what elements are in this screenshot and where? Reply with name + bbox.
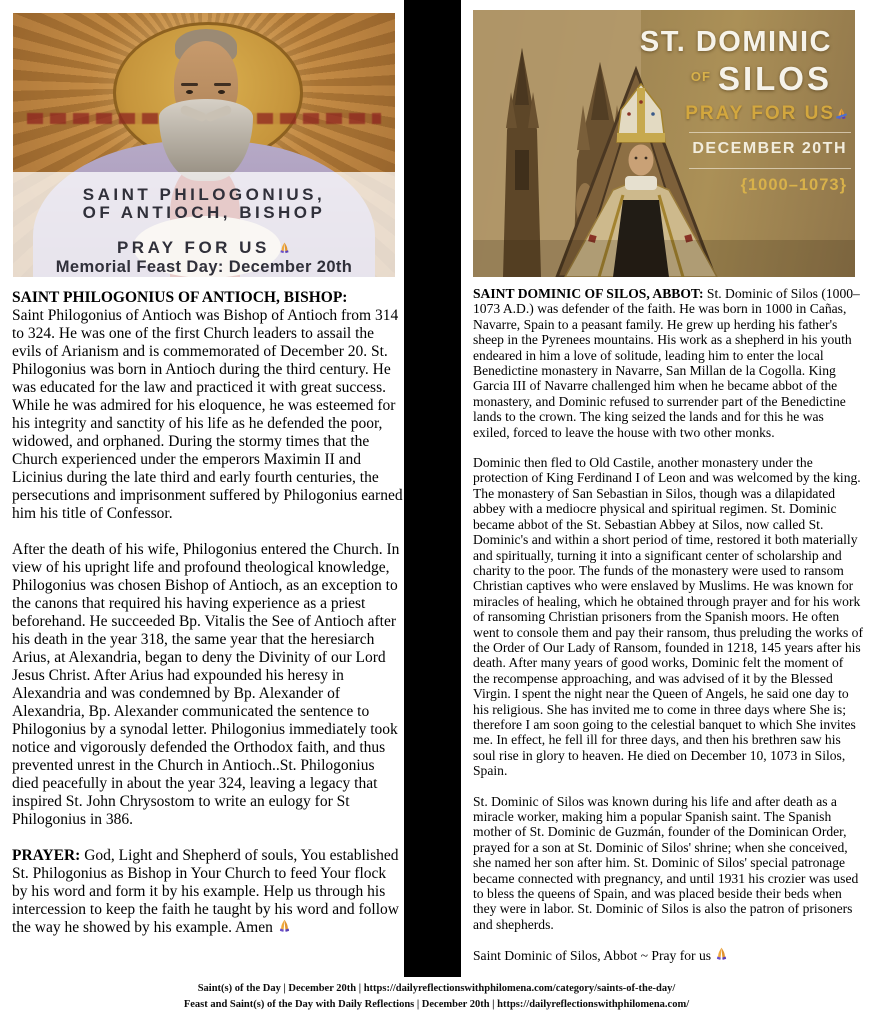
pray-for-us-text: PRAY FOR US [116,238,270,257]
dominic-subtitle [691,60,832,98]
philogonius-paragraph-1 [12,289,404,523]
brow-shape [214,83,231,86]
dominic-paragraph-1 [473,286,863,440]
philogonius-heading: SAINT PHILOGONIUS OF ANTIOCH, BISHOP: [12,289,348,306]
footer-line-2: Feast and Saint(s) of the Day with Daily Reflections | December 20th | https://dailyreflectionswithphilomena.com/ [183,999,690,1010]
dominic-title: ST. DOMINIC [639,26,832,58]
brow-shape [181,83,198,86]
dominic-paragraph-2: Dominic then fled to Old Castile, another monastery under the protection of King Ferdinand I of Leon and was welcomed by the king. The monastery of San Sebastian in Silos, though was a dilapidated abbey with a mediocre physical and spiritual regimen. St. Dominic became abbot of the St. Sebastian Abbey at Silos, now called St. Dominic's and within a short period of time, restored it both materially and spiritually, turning it into a significant center of scholarship and charity to the poor. The funds of the monastery were used to ransom Christian captives who were enslaved by Muslims. He was known for miracles of healing, which he obtained through prayer and for his work of ransoming Christian prisoners from the Spanish moors. He often went to console them and pay their ransom, thus preluding the works of the Order of Our Lady of Ransom, founded in 1218, 145 years after his death. After many years of good works, Dominic felt the moment of the recompense approaching, and was advised of it by the Blessed Virgin. I spent the night near the Queen of Angels, he said one day to his religious. She has invited me to come in three days where She is; therefore I am soon going to the celestial banquet to which She invites me. In effect, he fell ill for three days, and then his brethren saw his soul rise in glory to heaven. He died on December 10, 1073 in Silos, Spain. [473,455,863,779]
philogonius-article [12,289,404,955]
philogonius-prayer [12,847,404,937]
eye-shape [186,90,193,94]
dominic-paragraph-3: St. Dominic of Silos was known during his life and after death as a miracle worker, making him a popular Spanish saint. The Spanish mother of St. Dominic de Guzmán, founder of the Dominican Order, prayed for a son at St. Dominic of Silos' shrine; when she conceived, she named her son after him. St. Dominic of Silos' special patronage became connected with pregnancy, and until 1931 his crozier was used to bless the queens of Spain, and was placed beside their beds when they were in labor. St. Dominic of Silos is also the patron of prisoners and shepherds. [473,793,859,932]
praying-hands-icon [714,947,729,962]
dominic-pray-line [685,103,847,125]
card-feast-line: Memorial Feast Day: December 20th [55,258,353,276]
silos-text: SILOS [717,60,832,97]
eye-shape [218,90,225,94]
dominic-body-1: St. Dominic of Silos (1000–1073 A.D.) was defender of the faith. He was born in 1000 in Cañas, Navarre, Spain to a peasant family. He grew up herding his father's sheep in the Pyrenees mountains. His work as a shepherd in his youth endeared in him a love of solitude, leading him to enter the local Benedictine monastery in Navarre, San Millan de la Cogolla. King Garcia III of Navarre challenged him when he became abbot of the monastery, and Dominic refused to surrender part of the Benedictine lands to the crown. The king seized the lands and for this he was exiled, forced to leave the house with two other monks. [473,286,860,440]
dominic-holy-card-image [473,10,855,277]
pray-for-us-text: PRAY FOR US [685,103,835,124]
divider-line [689,132,851,133]
footer-line-1: Saint(s) of the Day | December 20th | https://dailyreflectionswithphilomena.com/category/saints-of-the-day/ [197,983,676,994]
dominic-article [473,286,863,979]
card-pray-line [13,239,395,257]
dominic-closing-line [473,947,863,963]
dominic-feast-date: DECEMBER 20TH [692,140,847,157]
philogonius-paragraph-2: After the death of his wife, Philogonius entered the Church. In view of his upright life and profound theological knowledge, Philogonius was chosen Bishop of Antioch, as an exception to the canons that required his having experience as a priest beforehand. He succeeded Bp. Vitalis the See of Antioch after his death in the year 318, the same year that the heresiarch Arius, at Alexandria, began to deny the Divinity of our Lord Jesus Christ. After Arius had expounded his heresy in Alexandria and was condemned by Bp. Alexander of Alexandria, Bp. Alexander communicated the sentence to Philogonius by a synodal letter. Philogonius immediately took notice and vigorously defended the Orthodox faith, and thus prevented unrest in the Church in Antioch..St. Philogonius died peacefully in about the year 324, leaving a legacy that inspired St. John Chrysostom to write an eulogy for St Philogonius in 386. [12,541,400,828]
dominic-heading: SAINT DOMINIC OF SILOS, ABBOT: [473,286,704,301]
dominic-closing-text: Saint Dominic of Silos, Abbot ~ Pray for us [473,948,712,964]
dominic-years: {1000–1073} [740,176,847,194]
bottom-vignette [473,240,855,277]
caption-overlay [13,172,395,277]
divider-line [689,168,851,169]
praying-hands-icon [277,919,292,934]
card-title-line2: OF ANTIOCH, BISHOP [82,203,326,222]
philogonius-holy-card-image [13,13,395,277]
prayer-text: God, Light and Shepherd of souls, You established St. Philogonius as Bishop in Your Church to feed Your flock by his word and form it by his example. Help us through his intercession to keep the faith he taught by his word and follow the way he showed by his example. Amen [12,847,399,936]
philogonius-body-1: Saint Philogonius of Antioch was Bishop of Antioch from 314 to 324. He was one of the first Church leaders to assail the evils of Arianism and is commemorated of December 20. St. Philogonius was born in Antioch during the third century. He was educated for the law and practiced it with great success. While he was admired for his eloquence, he was esteemed for his integrity and sanctity of his life as he defended the poor, widowed, and orphaned. During the stormy times that the Church experienced under the emperors Maximin II and Licinius during the late third and early fourth centuries, the persecutions and imprisonment suffered by Philogonius earned him his title of Confessor. [12,307,403,522]
column-divider-bar [404,0,461,977]
card-title-line1: SAINT PHILOGONIUS, [82,185,326,204]
page-footer [0,981,873,1013]
prayer-label: PRAYER: [12,847,81,864]
of-text: OF [690,69,711,84]
praying-hands-icon [278,242,291,255]
